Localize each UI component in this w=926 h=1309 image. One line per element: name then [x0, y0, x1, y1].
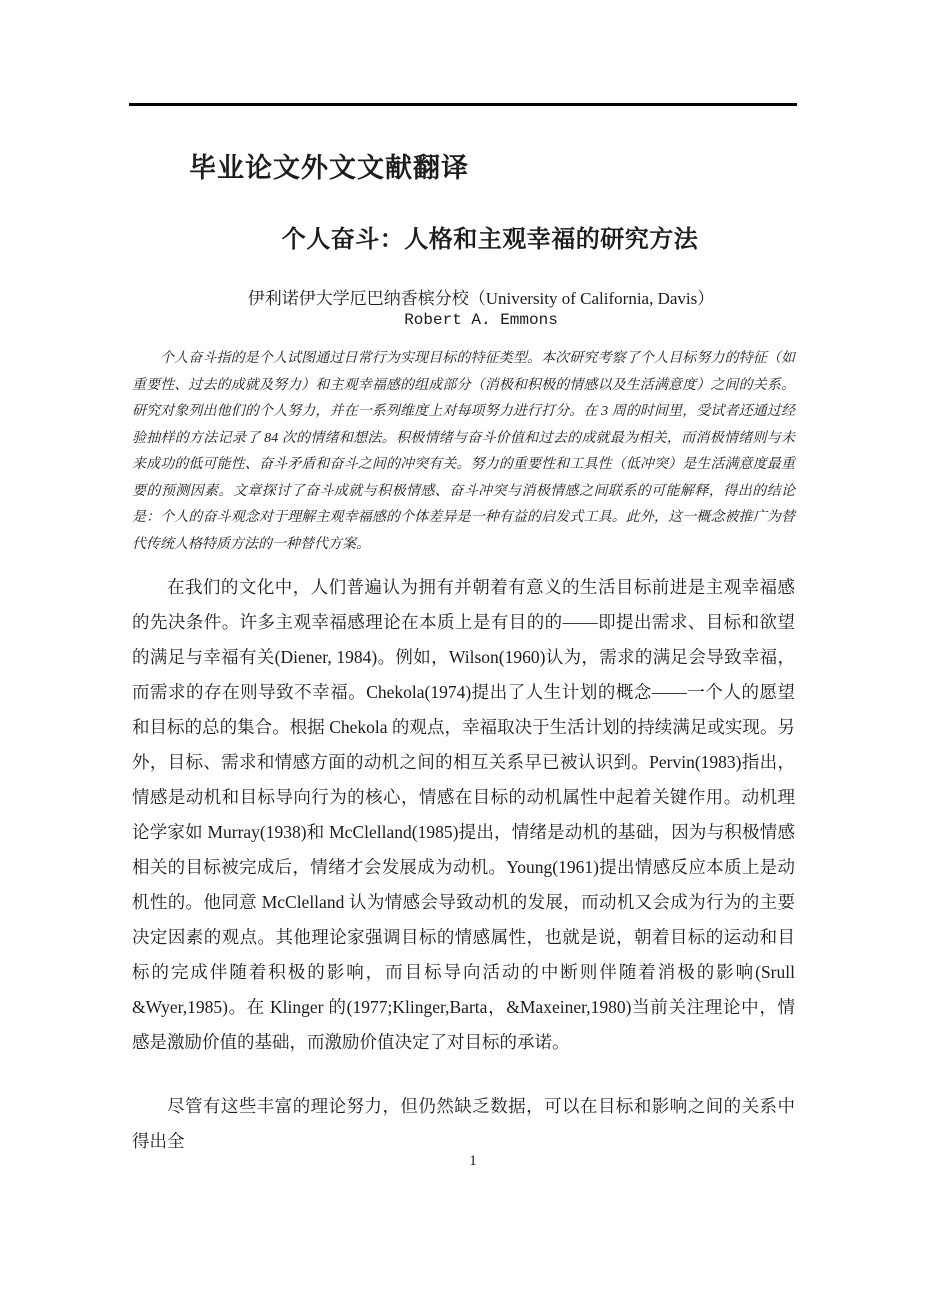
page-number: 1 — [469, 1153, 477, 1169]
article-title: 个人奋斗：人格和主观幸福的研究方法 — [281, 227, 699, 253]
body-paragraph-2: 尽管有这些丰富的理论努力，但仍然缺乏数据，可以在目标和影响之间的关系中得出全 — [132, 1096, 795, 1151]
body-paragraph-1: 在我们的文化中，人们普遍认为拥有并朝着有意义的生活目标前进是主观幸福感的先决条件。许多主观幸福感理论在本质上是有目的的——即提出需求、目标和欲望的满足与幸福有关(Diener, 1984)。例如，Wilson(1960)认为，需求的满足会导致幸福，而需求的存在则导致不幸福。Chekola(1974)提出了人生计划的概念——一个人的愿望和目标的总的集合。根据 Chekola 的观点，幸福取决于生活计划的持续满足或实现。另外，目标、需求和情感方面的动机之间的相互关系早已被认识到。Pervin(1983)指出，情感是动机和目标导向行为的核心，情感在目标的动机属性中起着关键作用。动机理论学家如 Murray(1938)和 McClelland(1985)提出，情绪是动机的基础，因为与积极情感相关的目标被完成后，情绪才会发展成为动机。Young(1961)提出情感反应本质上是动机性的。他同意 McClelland 认为情感会导致动机的发展，而动机又会成为行为的主要决定因素的观点。其他理论家强调目标的情感属性，也就是说，朝着目标的运动和目标的完成伴随着积极的影响，而目标导向活动的中断则伴随着消极的影响(Srull &Wyer,1985)。在 Klinger 的(1977;Klinger,Barta，&Maxeiner,1980)当前关注理论中，情感是激励价值的基础，而激励价值决定了对目标的承诺。 — [132, 577, 795, 1052]
author-name: Robert A. Emmons — [404, 311, 558, 329]
header-divider-rule — [129, 103, 797, 106]
body-text-block — [132, 570, 795, 1188]
doc-type-heading: 毕业论文外文文献翻译 — [189, 153, 469, 183]
abstract-paragraph: 个人奋斗指的是个人试图通过日常行为实现目标的特征类型。本次研究考察了个人目标努力的特征（如重要性、过去的成就及努力）和主观幸福感的组成部分（消极和积极的情感以及生活满意度）之间的关系。研究对象列出他们的个人努力，并在一系列维度上对每项努力进行打分。在 3 周的时间里，受试者还通过经验抽样的方法记录了 84 次的情绪和想法。积极情绪与奋斗价值和过去的成就最为相关，而消极情绪则与未来成功的低可能性、奋斗矛盾和奋斗之间的冲突有关。努力的重要性和工具性（低冲突）是生活满意度最重要的预测因素。文章探讨了奋斗成就与积极情感、奋斗冲突与消极情感之间联系的可能解释，得出的结论是：个人的奋斗观念对于理解主观幸福感的个体差异是一种有益的启发式工具。此外，这一概念被推广为替代传统人格特质方法的一种替代方案。 — [132, 351, 795, 552]
affiliation-line: 伊利诺伊大学厄巴纳香槟分校（University of California, Davis） — [247, 289, 715, 308]
